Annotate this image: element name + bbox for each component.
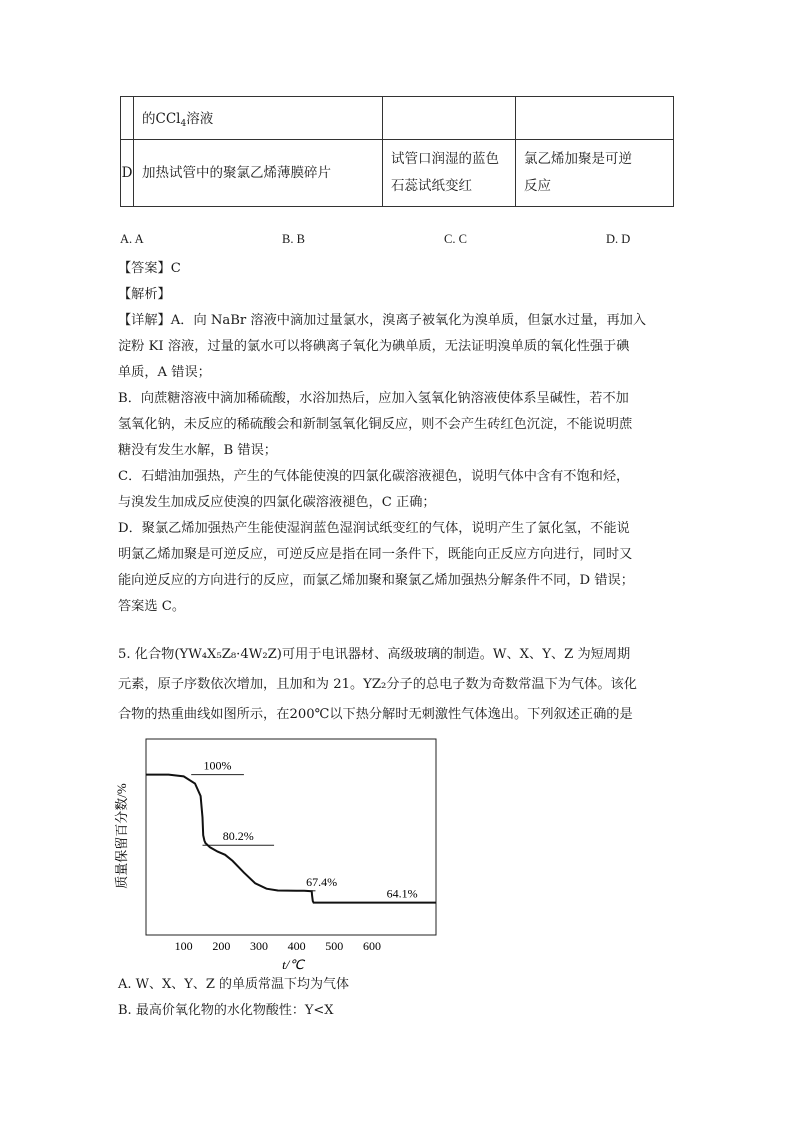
plot-frame <box>146 739 436 935</box>
detail-line: B．向蔗糖溶液中滴加稀硫酸，水浴加热后，应加入氢氧化钠溶液使体系呈碱性，若不加 <box>118 391 629 406</box>
row-letter: D <box>121 140 134 207</box>
detail-line: 答案选 C。 <box>118 599 186 614</box>
phenomenon-cell <box>383 97 516 140</box>
annotation-label: 100% <box>203 758 232 773</box>
detail-line: 【详解】A．向 NaBr 溶液中滴加过量氯水，溴离子被氧化为溴单质，但氯水过量，再加入 <box>118 313 647 328</box>
x-tick-label: 200 <box>212 939 231 953</box>
experiment-table <box>120 96 674 207</box>
annotation-label: 80.2% <box>222 829 254 844</box>
detail-line: D．聚氯乙烯加强热产生能使湿润蓝色湿润试纸变红的气体，说明产生了氯化氢，不能说 <box>118 521 630 536</box>
x-axis-label: t/℃ <box>282 957 304 972</box>
detail-block <box>118 308 678 620</box>
detail-line: 淀粉 KI 溶液，过量的氯水可以将碘离子氧化为碘单质，无法证明溴单质的氧化性强于碘 <box>118 339 630 354</box>
x-tick-label: 300 <box>249 939 268 953</box>
conclusion-cell: 氯乙烯加聚是可逆 反应 <box>516 140 674 207</box>
row-letter <box>121 97 134 140</box>
operation-cell: 加热试管中的聚氯乙烯薄膜碎片 <box>134 140 383 207</box>
table-row <box>121 97 674 140</box>
detail-line: 能向逆反应的方向进行的反应，而氯乙烯加聚和聚氯乙烯加强热分解条件不同，D 错误； <box>118 573 634 588</box>
detail-line: 单质，A 错误； <box>118 365 211 380</box>
detail-line: C．石蜡油加强热，产生的气体能使溴的四氯化碳溶液褪色，说明气体中含有不饱和烃， <box>118 469 630 484</box>
answer-line: 【答案】C <box>118 261 181 276</box>
q5-line-1: 5. 化合物(YW₄X₅Z₈·4W₂Z)可用于电讯器材、高级玻璃的制造。W、X、Y、Z 为短周期 <box>118 647 631 662</box>
thermogravimetric-chart <box>114 736 448 976</box>
x-tick-label: 500 <box>325 939 344 953</box>
q5-options <box>118 972 678 1024</box>
detail-line: 氢氧化钠，未反应的稀硫酸会和新制氢氧化铜反应，则不会产生砖红色沉淀，不能说明蔗 <box>118 417 633 432</box>
detail-line: 糖没有发生水解，B 错误； <box>118 443 277 458</box>
x-tick-label: 600 <box>362 939 381 953</box>
option-c: C. C <box>444 232 467 246</box>
tg-curve <box>146 775 436 903</box>
compound-formula: (YW₄X₅Z₈·4W₂Z) <box>174 647 282 662</box>
chart-svg <box>114 736 448 976</box>
question-5 <box>118 640 678 730</box>
analysis-label: 【解析】 <box>118 287 171 302</box>
operation-cell: 的CCl$_4$溶液 <box>134 97 383 140</box>
detail-line: 明氯乙烯加聚是可逆反应，可逆反应是指在同一条件下，既能向正反应方向进行，同时又 <box>118 547 633 562</box>
option-d: D. D <box>606 232 631 246</box>
conclusion-cell <box>516 97 674 140</box>
option-b: B. B <box>282 232 305 246</box>
option-a: A. A <box>120 232 144 246</box>
phenomenon-cell: 试管口润湿的蓝色 石蕊试纸变红 <box>383 140 516 207</box>
x-tick-label: 100 <box>174 939 193 953</box>
q5-line-2: 元素，原子序数依次增加，且加和为 21。YZ₂分子的总电子数为奇数常温下为气体。该化 <box>118 677 637 692</box>
q5-option-a: A. W、X、Y、Z 的单质常温下均为气体 <box>118 977 350 992</box>
detail-line: 与溴发生加成反应使溴的四氯化碳溶液褪色，C 正确； <box>118 495 436 510</box>
y-axis-label: 质量保留百分数/% <box>114 783 129 889</box>
annotation-label: 67.4% <box>306 874 338 889</box>
table-row <box>121 140 674 207</box>
q5-line-3: 合物的热重曲线如图所示，在200℃以下热分解时无刺激性气体逸出。下列叙述正确的是 <box>118 707 633 722</box>
q5-option-b: B. 最高价氧化物的水化物酸性：Y<X <box>118 1003 334 1018</box>
annotation-label: 64.1% <box>386 886 418 901</box>
x-tick-label: 400 <box>287 939 306 953</box>
